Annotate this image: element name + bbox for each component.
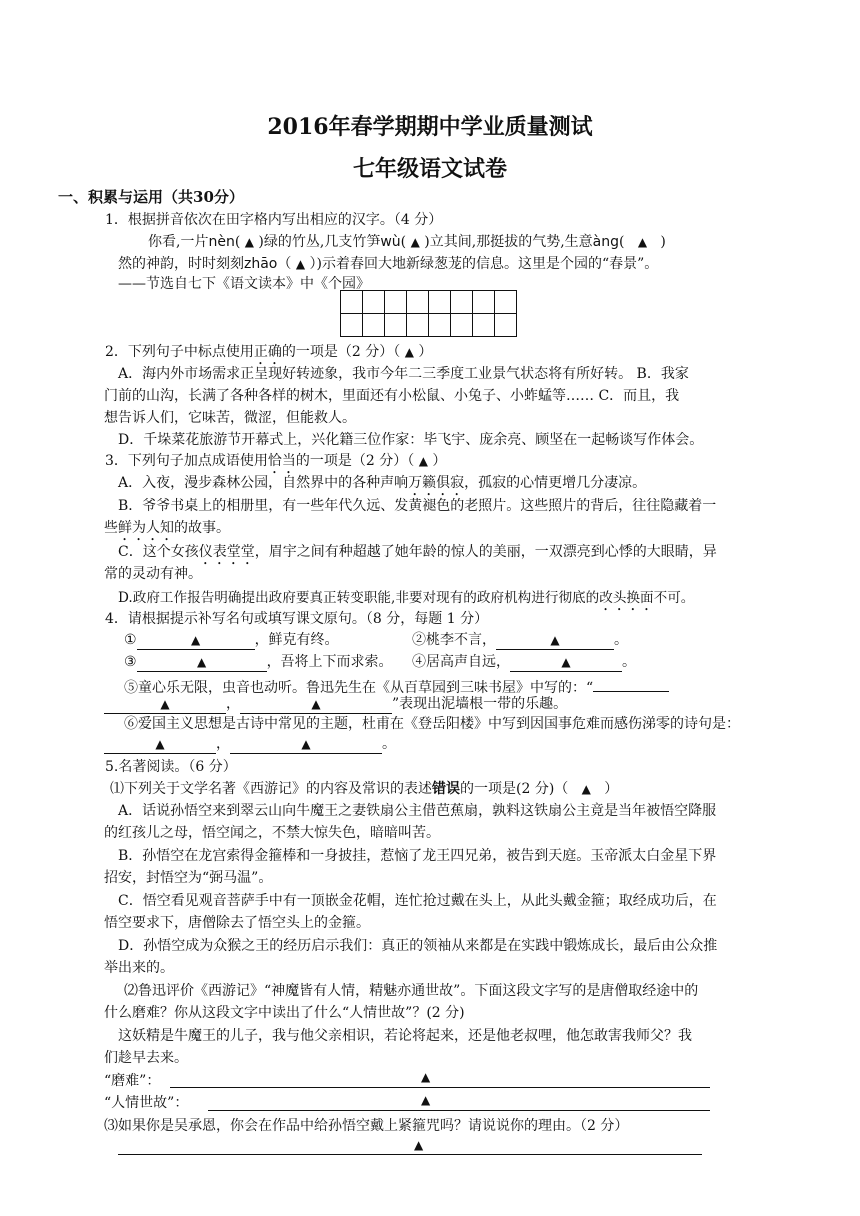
- q5-sub3-stem: ⑶如果你是吴承恩，你会在作品中给孙悟空戴上紧箍咒吗？请说说你的理由。（2 分）: [104, 1118, 629, 1134]
- q4-item-6-cont: ▲ ， ▲ 。: [104, 734, 396, 754]
- blank-6a[interactable]: ▲: [104, 736, 216, 754]
- q1-source: ——节选自七下《语文读本》中《个园》: [118, 276, 370, 292]
- answer-line-3[interactable]: [118, 1154, 702, 1155]
- q4-item-3: ③ ▲ ，吾将上下而求索。: [124, 654, 393, 670]
- blank-4[interactable]: ▲: [510, 654, 622, 672]
- tianzige-grid[interactable]: [340, 290, 517, 337]
- q4-item-2: ②桃李不言， ▲ 。: [412, 632, 628, 648]
- blank-2[interactable]: ▲: [496, 632, 614, 650]
- blank-3[interactable]: ▲: [137, 654, 267, 672]
- q5-option-a-1: A．话说孙悟空来到翠云山向牛魔王之妻铁扇公主借芭蕉扇，孰料这铁扇公主竟是当年被悟空降服: [118, 803, 717, 819]
- q5-answer-label-2: “人情世故”：: [104, 1095, 189, 1111]
- exam-title: 2016年春学期期中学业质量测试: [267, 114, 593, 140]
- q5-sub2-stem-1: ⑵鲁迅评价《西游记》“神魔皆有人情，精魅亦通世故”。下面这段文字写的是唐僧取经途中的: [124, 983, 699, 999]
- blank-5a[interactable]: [593, 674, 669, 692]
- q2-option-b: 门前的山沟，长满了各种各样的树木，里面还有小松鼠、小兔子、小蚱蜢等…… C．而且，我: [104, 388, 680, 404]
- answer-line-2[interactable]: [208, 1110, 710, 1111]
- q4-item-5: ⑤童心乐无限，虫音也动听。鲁迅先生在《从百草园到三味书屋》中写的：“: [124, 674, 669, 698]
- q4-item-5-cont: ▲ ， ▲ ”表现出泥墙根一带的乐趣。: [104, 694, 567, 714]
- q2-option-c: 想告诉人们，它味苦，微涩，但能救人。: [104, 410, 356, 426]
- answer-line-1[interactable]: [170, 1087, 710, 1088]
- q2-stem: 2．下列句子中标点使用正确的一项是（2 分）（ ▲ ）: [105, 344, 433, 360]
- q2-option-a: A．海内外市场需求正呈现好转迹象，我市今年二三季度工业景气状态将有所好转。 B．我家: [118, 366, 689, 382]
- q5-option-d-2: 举出来的。: [104, 960, 174, 976]
- q5-option-d-1: D．孙悟空成为众猴之王的经历启示我们：真正的领袖从来都是在实践中锻炼成长，最后由公众推: [118, 938, 718, 954]
- q5-answer-label-1: “磨难”：: [104, 1073, 161, 1089]
- q4-stem: 4．请根据提示补写名句或填写课文原句。（8 分，每题 1 分）: [105, 611, 489, 627]
- q5-option-b-1: B．孙悟空在龙宫索得金箍棒和一身披挂，惹恼了龙王四兄弟，被告到天庭。玉帝派太白金星下界: [118, 848, 717, 864]
- q1-stem: 1．根据拼音依次在田字格内写出相应的汉字。（4 分）: [105, 212, 443, 228]
- q5-quote-1: 这妖精是牛魔王的儿子，我与他父亲相识，若论将起来，还是他老叔哩，他怎敢害我师父？我: [118, 1028, 692, 1044]
- q4-item-1: ① ▲ ，鲜克有终。: [124, 632, 339, 648]
- q2-option-d: D．千垛菜花旅游节开幕式上，兴化籍三位作家：毕飞宇、庞余亮、顾坚在一起畅谈写作体会。: [118, 432, 704, 448]
- q3-stem: 3．下列句子加点成语使用恰当的一项是（2 分）（ ▲ ）: [105, 453, 447, 469]
- answer-marker-1: ▲: [421, 1070, 431, 1084]
- q4-item-6: ⑥爱国主义思想是古诗中常见的主题，杜甫在《登岳阳楼》中写到因国事危难而感伤涕零的诗句是：: [124, 716, 740, 732]
- q5-sub1-stem: ⑴下列关于文学名著《西游记》的内容及常识的表述错误的一项是(2 分)（ ▲ ）: [110, 781, 619, 797]
- blank-6b[interactable]: ▲: [230, 736, 382, 754]
- q5-option-b-2: 招安，封悟空为“弼马温”。: [104, 870, 273, 886]
- pinyin-nen: nèn: [208, 234, 235, 250]
- q1-line1: 你看,一片nèn( ▲ )绿的竹丛,几支竹笋wù( ▲ )立其间,那挺拔的气势,生意àng( ▲ ): [148, 234, 666, 250]
- q5-option-c-2: 悟空要求下，唐僧除去了悟空头上的金箍。: [104, 915, 370, 931]
- q3-option-a: A．入夜，漫步森林公园，自然界中的各种声响万籁俱寂，孤寂的心情更增几分凄凉。: [118, 475, 647, 491]
- q5-quote-2: 们趁早去来。: [104, 1050, 188, 1066]
- q3-option-c-2: 常的灵动有神。: [104, 566, 202, 582]
- q5-option-a-2: 的红孩儿之母，悟空闻之，不禁大惊失色，暗暗叫苦。: [104, 825, 440, 841]
- pinyin-wu: wù: [380, 234, 401, 250]
- answer-marker-3: ▲: [414, 1138, 424, 1152]
- answer-marker-2: ▲: [421, 1093, 431, 1107]
- q1-line2: 然的神韵，时时刻刻zhāo（ ▲ ）)示着春回大地新绿葱茏的信息。这里是个园的“春景”。: [118, 256, 659, 272]
- q5-option-c-1: C．悟空看见观音菩萨手中有一顶嵌金花帽，连忙抢过戴在头上，从此头戴金箍；取经成功后，在: [118, 893, 717, 909]
- q3-option-d: D.政府工作报告明确提出政府要真正转变职能,非要对现有的政府机构进行彻底的改头换面不可。: [118, 590, 695, 606]
- blank-5b[interactable]: ▲: [104, 696, 226, 714]
- exam-subtitle: 七年级语文试卷: [352, 156, 507, 182]
- blank-1[interactable]: ▲: [137, 632, 255, 650]
- q5-stem: 5.名著阅读。（6 分）: [105, 759, 237, 775]
- q5-sub2-stem-2: 什么磨难？你从这段文字中读出了什么“人情世故”？(2 分): [104, 1005, 465, 1021]
- section-heading: 一、积累与运用（共30分）: [58, 188, 244, 206]
- blank-5c[interactable]: ▲: [240, 696, 392, 714]
- q3-option-b-2: 些鲜为人知的故事。: [104, 520, 230, 536]
- pinyin-zhao: zhāo: [244, 256, 278, 272]
- q4-item-4: ④居高声自远， ▲ 。: [412, 654, 636, 670]
- q3-option-c-1: C．这个女孩仪表堂堂，眉宇之间有种超越了她年龄的惊人的美丽，一双漂亮到心悸的大眼睛，异: [118, 544, 717, 560]
- pinyin-ang: àng: [592, 234, 619, 250]
- q3-option-b-1: B．爷爷书桌上的相册里，有一些年代久远、发黄褪色的老照片。这些照片的背后，往往隐藏着一: [118, 498, 717, 514]
